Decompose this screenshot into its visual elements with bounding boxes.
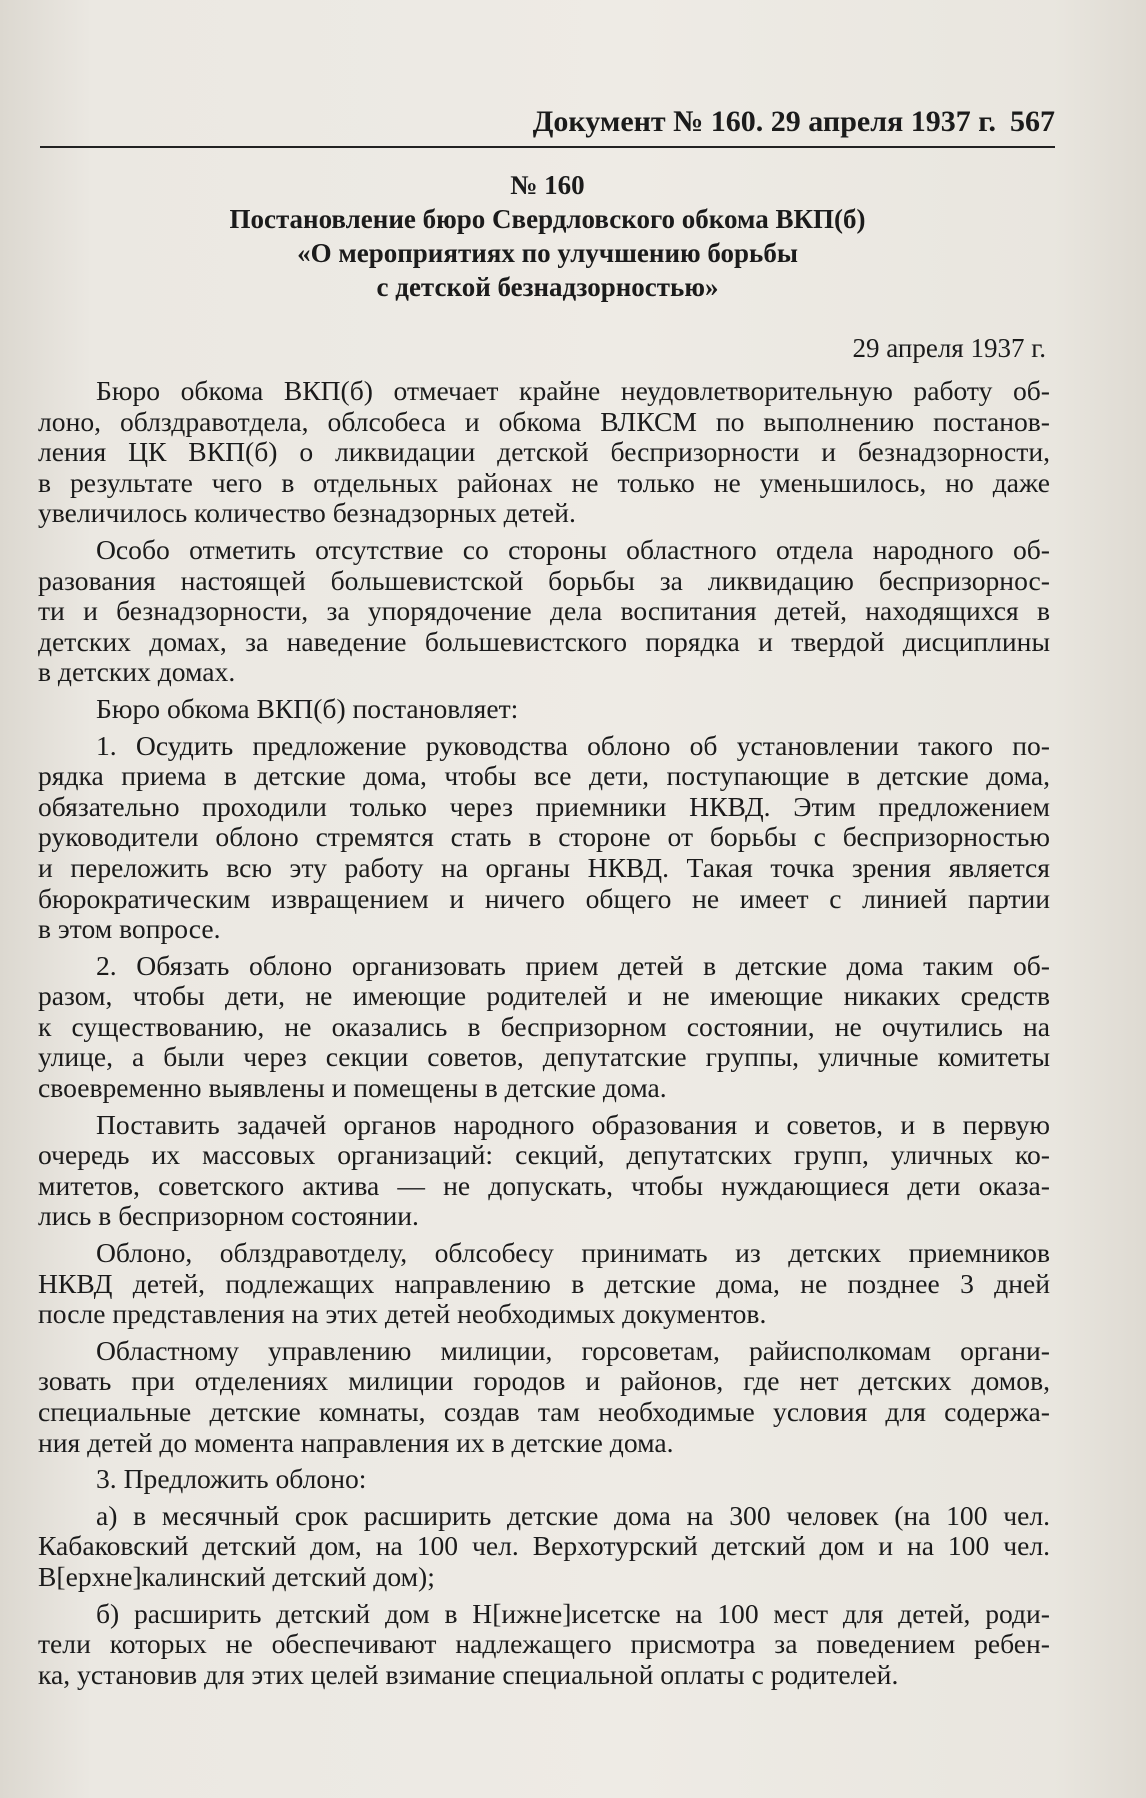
- paragraph: [38, 1336, 1050, 1458]
- text-line: лоно, облздравотдела, облсобеса и обкома ВЛКСМ по выполнению постанов-: [38, 405, 1050, 437]
- text-line: В[ерхне]калинский детский дом);: [38, 1560, 435, 1592]
- text-line: а) в месячный срок расширить детские дома на 300 человек (на 100 чел.: [96, 1499, 1050, 1531]
- text-line: митетов, советского актива — не допускать, чтобы нуждающиеся дети оказа-: [38, 1169, 1050, 1201]
- text-line: НКВД детей, подлежащих направлению в детские дома, не позднее 3 дней: [38, 1267, 1050, 1299]
- text-line: 3. Предложить облоно:: [96, 1463, 367, 1495]
- text-line: Областному управлению милиции, горсоветам, райисполкомам органи-: [96, 1334, 1050, 1366]
- text-line: Особо отметить отсутствие со стороны областного отдела народного об-: [96, 533, 1050, 565]
- running-title: Документ № 160. 29 апреля 1937 г.: [532, 105, 996, 138]
- text-line: в детских домах.: [38, 656, 236, 688]
- paragraph: [38, 535, 1050, 688]
- text-line: улице, а были через секции советов, депутатские группы, уличные комитеты: [38, 1041, 1050, 1073]
- text-line: ния детей до момента направления их в детские дома.: [38, 1426, 674, 1458]
- text-line: лись в беспризорном состоянии.: [38, 1200, 419, 1232]
- paragraph: [38, 694, 1050, 725]
- text-line: после представления на этих детей необходимых документов.: [38, 1298, 767, 1330]
- paragraph: [38, 1599, 1050, 1691]
- document-heading: [40, 168, 1055, 304]
- paragraph: [38, 951, 1050, 1104]
- document-title-line: с детской безнадзорностью»: [376, 272, 719, 302]
- text-line: специальные детские комнаты, создав там необходимые условия для содержа-: [38, 1396, 1050, 1427]
- text-line: б) расширить детский дом в Н[ижне]исетске на 100 мест для детей, роди-: [96, 1597, 1050, 1629]
- text-line: зовать при отделениях милиции городов и районов, где нет детских домов,: [38, 1365, 1050, 1397]
- paragraph: [38, 1238, 1050, 1330]
- text-line: тели которых не обеспечивают надлежащего присмотра за поведением ребен-: [38, 1628, 1050, 1660]
- document-title-line: Постановление бюро Свердловского обкома ВКП(б): [229, 204, 866, 234]
- text-line: ка, установив для этих целей взимание специальной оплаты с родителей.: [38, 1658, 899, 1690]
- text-line: рядка приема в детские дома, чтобы все дети, поступающие в детские дома,: [38, 760, 1050, 792]
- text-line: Поставить задачей органов народного образования и советов, и в первую: [96, 1108, 1050, 1140]
- text-line: разом, чтобы дети, не имеющие родителей и не имеющие никаких средств: [38, 980, 1050, 1012]
- text-line: Кабаковский детский дом, на 100 чел. Верхотурский детский дом и на 100 чел.: [38, 1530, 1050, 1562]
- document-body: [38, 376, 1050, 1690]
- text-line: 1. Осудить предложение руководства облоно об установлении такого по-: [96, 729, 1050, 761]
- text-line: детских домах, за наведение большевистского порядка и твердой дисциплины: [38, 625, 1050, 657]
- page-number: 567: [1010, 105, 1055, 138]
- text-line: в результате чего в отдельных районах не только не уменьшилось, но даже: [38, 466, 1050, 498]
- text-line: Облоно, облздравотделу, облсобесу принимать из детских приемников: [96, 1237, 1050, 1269]
- text-line: обязательно проходили только через приемники НКВД. Этим предложением: [38, 790, 1050, 822]
- paragraph: [38, 1110, 1050, 1232]
- paragraph: [38, 1501, 1050, 1593]
- text-line: 2. Обязать облоно организовать прием детей в детские дома таким об-: [96, 949, 1050, 981]
- text-line: своевременно выявлены и помещены в детские дома.: [38, 1072, 667, 1104]
- text-line: очередь их массовых организаций: секций, депутатских групп, уличных ко-: [38, 1139, 1050, 1171]
- text-line: к существованию, не оказались в беспризорном состоянии, не очутились на: [38, 1010, 1050, 1042]
- text-line: руководители облоно стремятся стать в стороне от борьбы с беспризорностью: [38, 821, 1050, 853]
- text-line: Бюро обкома ВКП(б) отмечает крайне неудовлетворительную работу об-: [96, 375, 1050, 406]
- text-line: ления ЦК ВКП(б) о ликвидации детской беспризорности и безнадзорности,: [38, 436, 1050, 468]
- text-line: разования настоящей большевистской борьбы за ликвидацию беспризорнос-: [38, 564, 1050, 596]
- text-line: Бюро обкома ВКП(б) постановляет:: [96, 692, 519, 724]
- document-number: № 160: [510, 170, 585, 200]
- paragraph: [38, 376, 1050, 529]
- running-header: [40, 100, 1055, 148]
- document-date: 29 апреля 1937 г.: [852, 333, 1046, 363]
- text-line: бюрократическим извращением и ничего общего не имеет с линией партии: [38, 882, 1050, 914]
- document-title-line: «О мероприятиях по улучшению борьбы: [297, 238, 798, 268]
- text-line: в этом вопросе.: [38, 913, 221, 945]
- text-line: ти и безнадзорности, за упорядочение дела воспитания детей, находящихся в: [38, 595, 1050, 627]
- text-line: увеличилось количество безнадзорных детей.: [38, 497, 576, 529]
- text-line: и переложить всю эту работу на органы НКВД. Такая точка зрения является: [38, 851, 1050, 883]
- paragraph: [38, 1464, 1050, 1495]
- paragraph: [38, 731, 1050, 945]
